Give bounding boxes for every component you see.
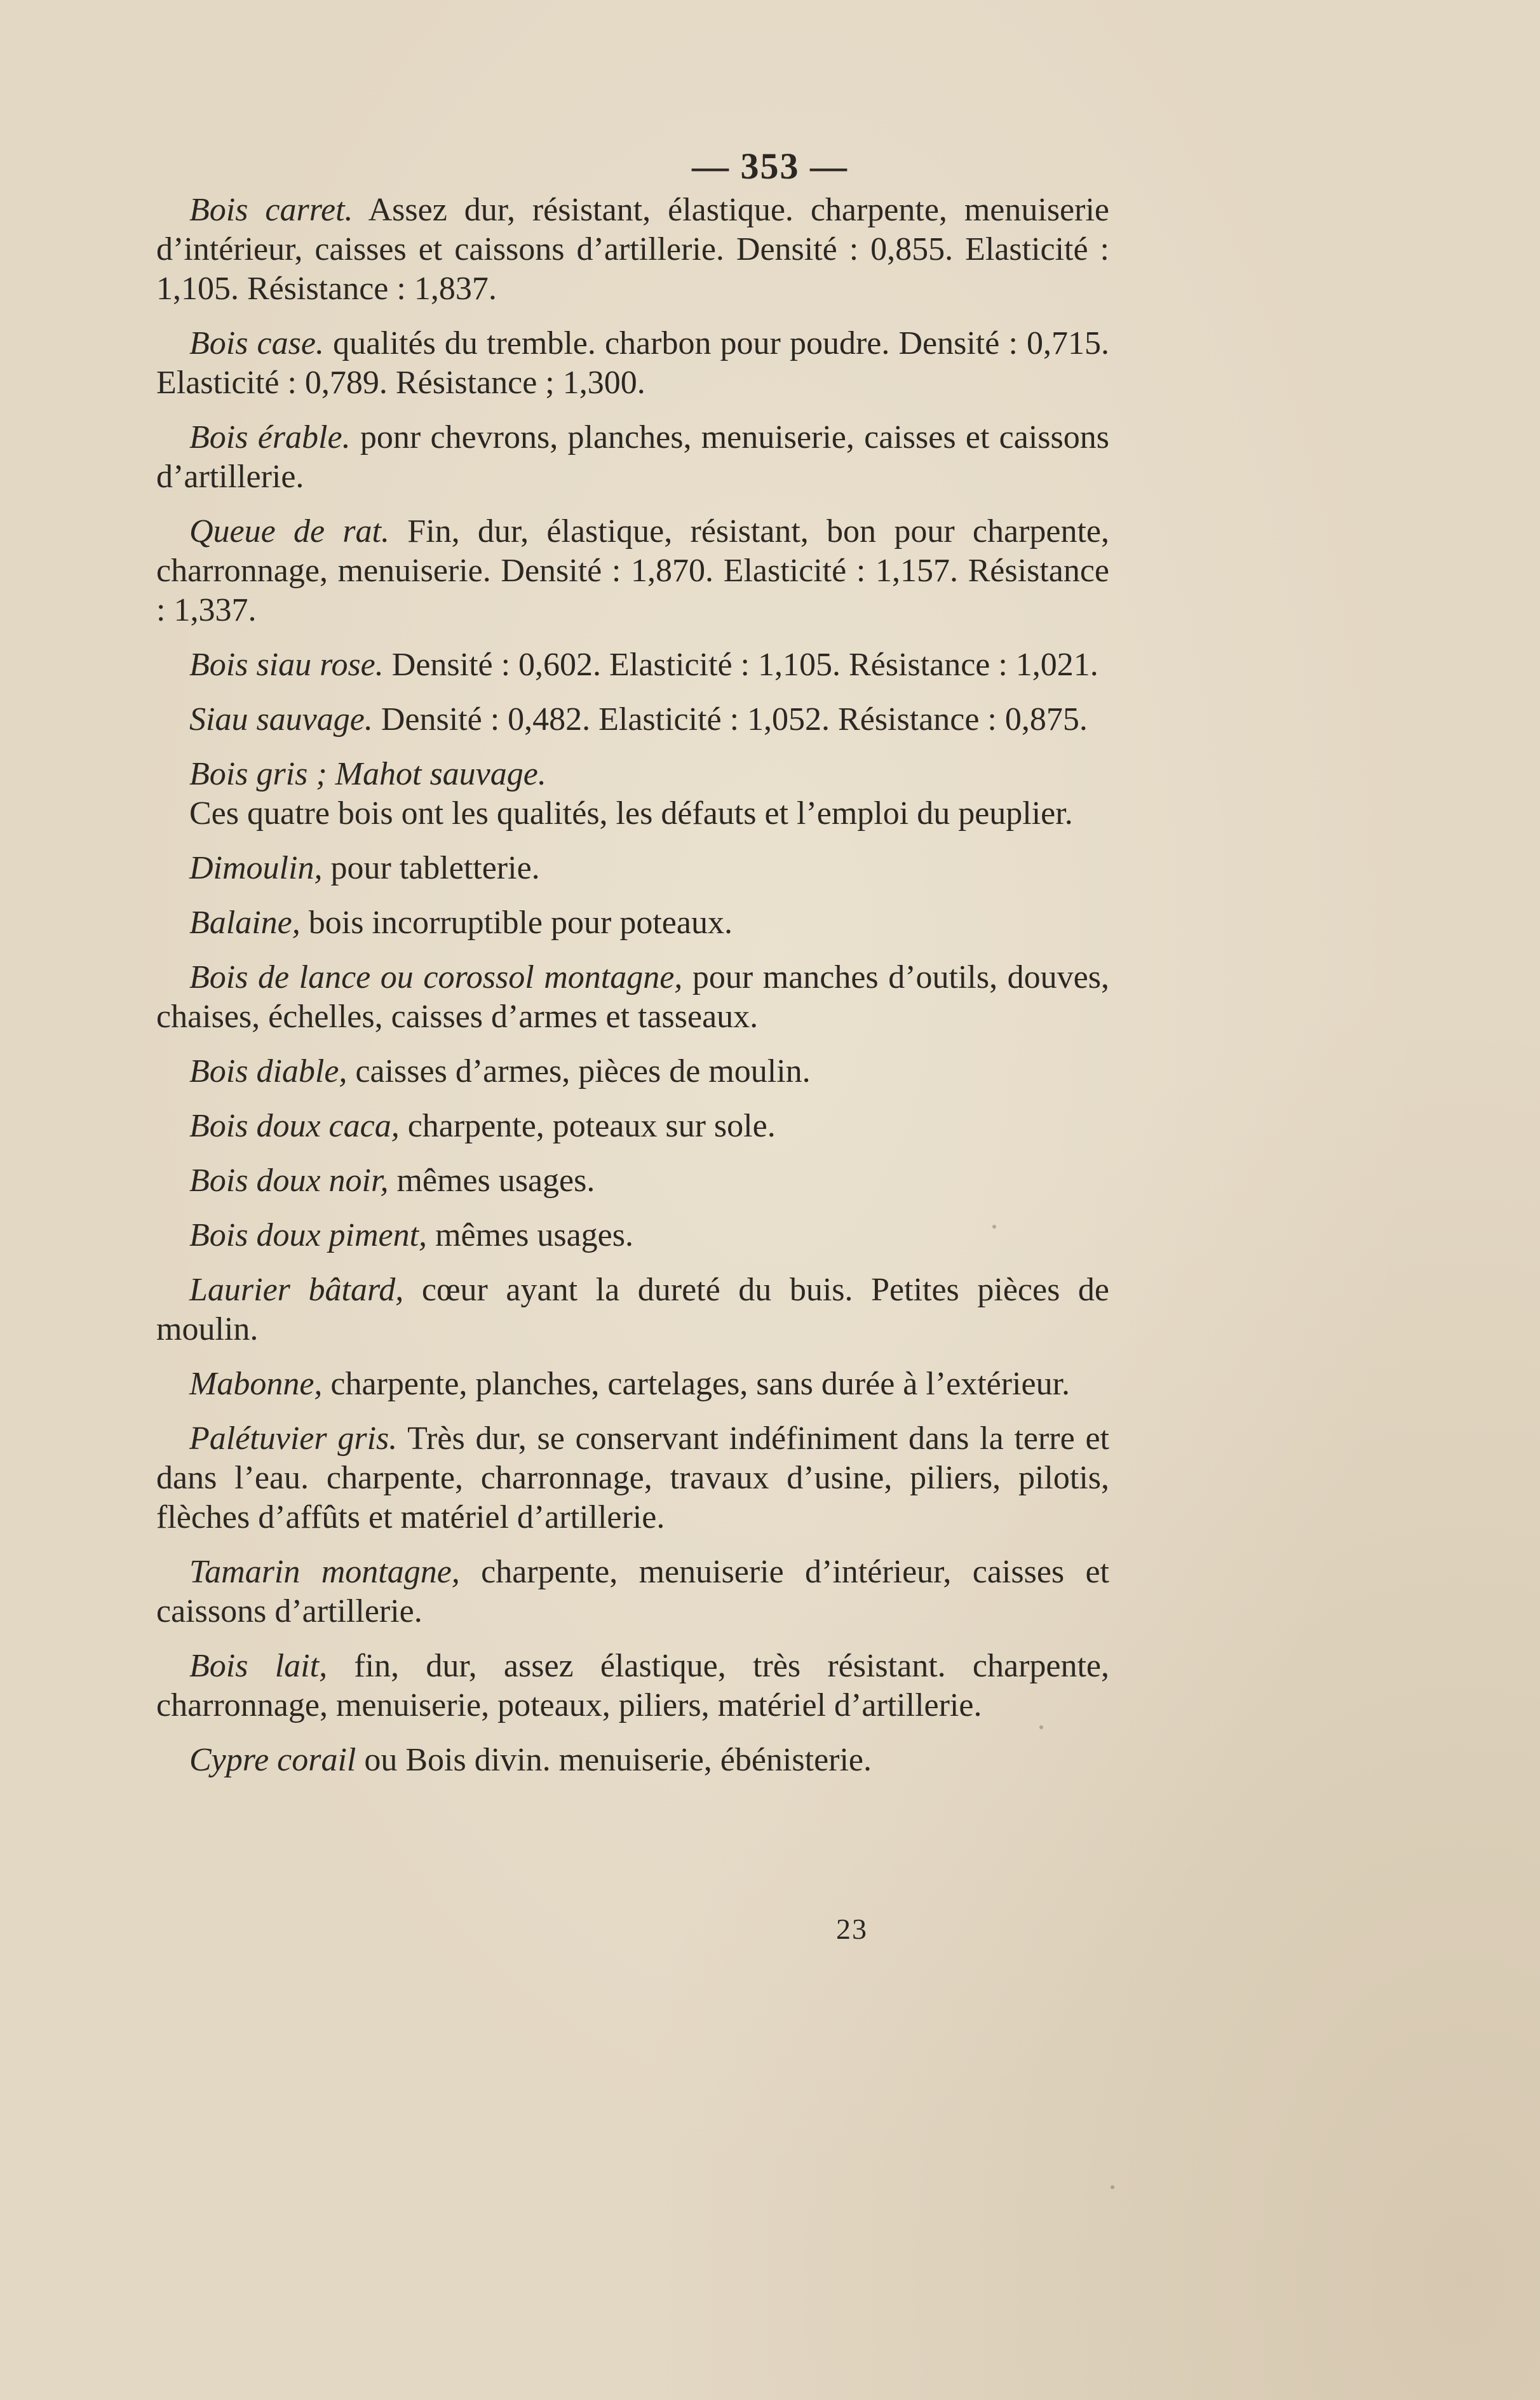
entry-bois-erable xyxy=(156,418,1109,497)
entry-laurier-batard xyxy=(156,1271,1109,1349)
entry-text: Densité : 0,482. Elasticité : 1,052. Résistance : 0,875. xyxy=(372,701,1088,738)
entry-text: Fin, dur, élastique, résistant, bon pour charpente, charronnage, menuiserie. Densité : 1,870. Elasticité : 1,157. Résistance : 1,337. xyxy=(156,513,1109,628)
paper-speck xyxy=(1111,2185,1114,2189)
entry-text: mêmes usages. xyxy=(388,1163,595,1199)
entry-text: caisses d’armes, pièces de moulin. xyxy=(347,1053,811,1089)
entry-text: cœur ayant la dureté du buis. Petites pièces de moulin. xyxy=(156,1272,1109,1347)
entry-text: Assez dur, résistant, élastique. charpente, menuiserie d’intérieur, caisses et caissons d’artillerie. Densité : 0,855. Elasticité : 1,105. Résistance : 1,837. xyxy=(156,192,1109,307)
entry-name: Bois siau rose. xyxy=(189,647,384,683)
entry-cypre-corail xyxy=(156,1741,1109,1780)
entry-name: Bois doux noir, xyxy=(189,1163,389,1199)
page-number: — 353 — xyxy=(692,145,848,187)
entry-bois-siau-rose xyxy=(156,645,1109,685)
entry-ces-quatre-bois xyxy=(156,794,1109,833)
entry-bois-diable xyxy=(156,1052,1109,1091)
entry-name: Laurier bâtard, xyxy=(189,1272,404,1308)
entry-name: Balaine, xyxy=(189,905,301,941)
paper-speck xyxy=(1039,1725,1043,1729)
entry-text: charpente, menuiserie d’intérieur, caisses et caissons d’artillerie. xyxy=(156,1554,1110,1629)
entry-text: Très dur, se conservant indéfiniment dans la terre et dans l’eau. charpente, charronnage, travaux d’usine, piliers, pilotis, flèches d’affûts et matériel d’artillerie. xyxy=(156,1420,1109,1535)
entry-bois-carret xyxy=(156,191,1109,309)
entry-text: charpente, poteaux sur sole. xyxy=(399,1108,776,1144)
entry-name: Bois doux caca, xyxy=(189,1108,400,1144)
entry-bois-case xyxy=(156,324,1109,403)
signature-mark: 23 xyxy=(836,1913,868,1945)
entry-name: Bois diable, xyxy=(189,1053,348,1089)
entry-siau-sauvage xyxy=(156,700,1109,739)
entry-name: Palétuvier gris. xyxy=(189,1420,398,1457)
entry-text: pour manches d’outils, douves, chaises, échelles, caisses d’armes et tasseaux. xyxy=(156,959,1109,1035)
entry-name: Tamarin montagne, xyxy=(189,1554,460,1590)
entry-text: mêmes usages. xyxy=(427,1217,633,1253)
entry-text: Ces quatre bois ont les qualités, les défauts et l’emploi du peuplier. xyxy=(189,795,1073,832)
entry-text: charpente, planches, cartelages, sans durée à l’extérieur. xyxy=(322,1366,1071,1402)
entry-name: Bois carret. xyxy=(189,192,353,228)
entry-name: Bois doux piment, xyxy=(189,1217,428,1253)
entry-text: qualités du tremble. charbon pour poudre. Densité : 0,715. Elasticité : 0,789. Résistance ; 1,300. xyxy=(156,325,1110,401)
entry-balaine xyxy=(156,903,1109,943)
entry-bois-de-lance xyxy=(156,958,1109,1037)
entry-text: Densité : 0,602. Elasticité : 1,105. Résistance : 1,021. xyxy=(383,647,1098,683)
entry-name: Bois lait, xyxy=(189,1648,328,1684)
entry-tamarin-montagne xyxy=(156,1553,1109,1631)
entry-text: bois incorruptible pour poteaux. xyxy=(300,905,733,941)
paper-speck xyxy=(992,1225,996,1229)
entry-bois-doux-piment xyxy=(156,1216,1109,1255)
entry-name: Siau sauvage. xyxy=(189,701,373,738)
entry-bois-doux-noir xyxy=(156,1161,1109,1201)
entry-bois-doux-caca xyxy=(156,1107,1109,1146)
entry-queue-de-rat xyxy=(156,512,1109,630)
entry-name: Bois case. xyxy=(189,325,324,361)
entry-mabonne xyxy=(156,1365,1109,1404)
entry-name: Dimoulin, xyxy=(189,850,323,886)
entry-name: Cypre corail xyxy=(189,1742,356,1778)
entry-name: Bois gris ; Mahot sauvage. xyxy=(189,756,546,792)
entry-text: ponr chevrons, planches, menuiserie, caisses et caissons d’artillerie. xyxy=(156,419,1109,495)
entry-dimoulin xyxy=(156,849,1109,888)
entry-name: Bois de lance ou corossol montagne, xyxy=(189,959,683,995)
entry-bois-gris xyxy=(156,755,1109,794)
text-block xyxy=(156,191,1109,1795)
entry-paletuvier-gris xyxy=(156,1419,1109,1537)
entry-name: Mabonne, xyxy=(189,1366,323,1402)
entry-bois-lait xyxy=(156,1647,1109,1725)
entry-text: pour tabletterie. xyxy=(322,850,540,886)
entry-text: ou Bois divin. menuiserie, ébénisterie. xyxy=(356,1742,872,1778)
entry-name: Queue de rat. xyxy=(189,513,390,549)
entry-text: fin, dur, assez élastique, très résistant. charpente, charronnage, menuiserie, poteaux, piliers, matériel d’artillerie. xyxy=(156,1648,1110,1723)
entry-name: Bois érable. xyxy=(189,419,351,455)
